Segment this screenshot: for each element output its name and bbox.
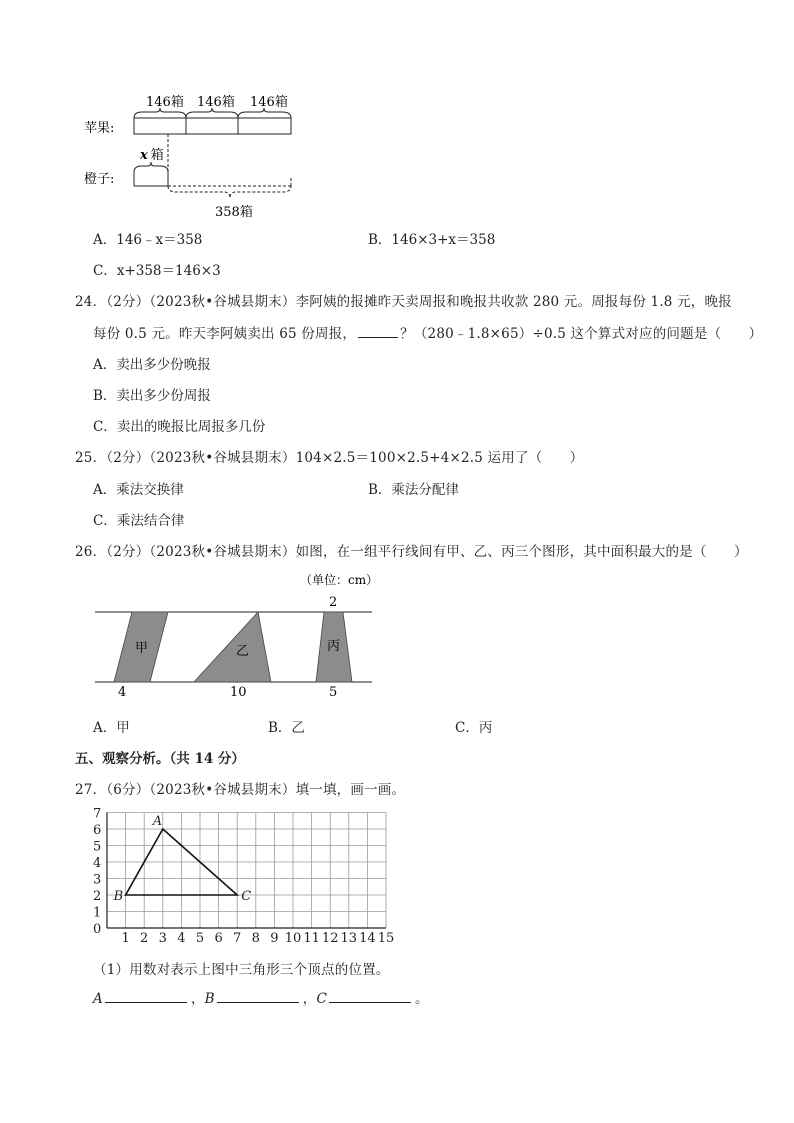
q26-shape-jia-label: 甲 [135, 641, 149, 656]
q23-total-label: 358箱 [215, 205, 253, 220]
x-tick-label: 10 [284, 931, 302, 946]
q23-diagram [80, 88, 320, 223]
x-tick-label: 8 [251, 931, 260, 946]
x-tick-label: 6 [214, 931, 223, 946]
x-tick-label: 7 [233, 931, 242, 946]
q25-option-c[interactable]: C．乘法结合律 [93, 513, 185, 529]
x-tick-label: 2 [140, 931, 149, 946]
vertex-label-a: A [152, 814, 163, 829]
x-tick-label: 1 [121, 931, 130, 946]
vertex-label-b: B [113, 889, 124, 904]
section-5-title: 五、观察分析。（共 14 分） [75, 751, 245, 767]
x-tick-label: 3 [158, 931, 167, 946]
q26-shape-bing-label: 丙 [327, 639, 341, 654]
q24-line1: 24．（2分）（2023秋•谷城县期末）李阿姨的报摊昨天卖周报和晚报共收款 280 元。周报每份 1.8 元，晚报 [75, 294, 732, 310]
answer-b-label: B [204, 991, 215, 1007]
y-tick-label: 7 [93, 806, 102, 822]
q24-blank[interactable] [358, 325, 398, 338]
q24-option-c[interactable]: C．卖出的晚报比周报多几份 [93, 419, 266, 435]
q27-sub1: （1）用数对表示上图中三角形三个顶点的位置。 [93, 962, 390, 978]
q27-line: 27．（6分）（2023秋•谷城县期末）填一填，画一画。 [75, 782, 406, 798]
q23-option-a[interactable]: A．146﹣x＝358 [93, 232, 203, 248]
vertex-label-c: C [241, 889, 252, 904]
q23-apple-label: 苹果: [84, 121, 115, 136]
q26-shape-yi [194, 612, 271, 682]
q26-option-a[interactable]: A．甲 [93, 720, 130, 736]
x-tick-label: 13 [340, 931, 358, 946]
y-tick-label: 6 [93, 823, 102, 838]
q23-seg1-label: 146箱 [146, 95, 184, 110]
q23-orange-label: 橙子: [84, 172, 115, 187]
q25-option-b[interactable]: B．乘法分配律 [368, 482, 459, 498]
q26-shape-yi-label: 乙 [236, 644, 250, 659]
q25-line: 25．（2分）（2023秋•谷城县期末）104×2.5＝100×2.5+4×2.5 运用了（ ） [75, 450, 584, 466]
answer-c-blank[interactable] [329, 990, 411, 1003]
x-tick-label: 9 [270, 931, 279, 946]
q23-option-b[interactable]: B．146×3+x＝358 [368, 232, 496, 248]
q26-line: 26．（2分）（2023秋•谷城县期末）如图，在一组平行线间有甲、乙、丙三个图形，其中面积最大的是（ ） [75, 544, 748, 560]
x-tick-label: 4 [177, 931, 186, 946]
x-tick-label: 12 [321, 931, 339, 946]
q24-option-b[interactable]: B．卖出多少份周报 [93, 388, 211, 404]
y-tick-label: 2 [93, 889, 102, 904]
q24-option-a[interactable]: A．卖出多少份晚报 [93, 357, 211, 373]
q23-x-label: x 箱 [140, 148, 164, 163]
q26-label-10: 10 [230, 685, 247, 700]
x-tick-label: 5 [195, 931, 205, 946]
x-tick-label: 14 [359, 931, 376, 946]
x-tick-label: 11 [303, 931, 320, 946]
q23-apple-bar [134, 118, 291, 134]
q26-option-c[interactable]: C．丙 [455, 720, 493, 736]
q27-answer-row: A ，B ，C 。 [93, 991, 429, 1007]
y-tick-label: 0 [93, 922, 102, 937]
q23-seg3-label: 146箱 [250, 95, 288, 110]
q26-label-2: 2 [329, 595, 338, 610]
q27-grid [85, 800, 395, 948]
q26-unit-label: （单位：cm） [300, 573, 379, 587]
q26-label-5: 5 [329, 685, 338, 700]
q26-label-4: 4 [118, 685, 127, 700]
y-tick-label: 5 [93, 839, 102, 855]
y-tick-label: 4 [93, 856, 102, 871]
q26-option-b[interactable]: B．乙 [268, 720, 305, 736]
q23-brace-x [134, 162, 168, 172]
y-tick-label: 3 [93, 872, 102, 888]
q25-option-a[interactable]: A．乘法交换律 [93, 482, 184, 498]
answer-a-blank[interactable] [105, 990, 187, 1003]
q24-line2: 每份 0.5 元。昨天李阿姨卖出 65 份周报， ？（280﹣1.8×65）÷0.5 这个算式对应的问题是（ ） [93, 326, 763, 342]
answer-b-blank[interactable] [217, 990, 299, 1003]
x-tick-label: 15 [377, 931, 395, 946]
q23-seg2-label: 146箱 [197, 95, 235, 110]
q26-figure [90, 568, 380, 700]
answer-a-label: A [93, 991, 103, 1007]
y-tick-label: 1 [93, 905, 102, 921]
answer-c-label: C [316, 991, 328, 1007]
q23-option-c[interactable]: C．x+358＝146×3 [93, 263, 221, 279]
